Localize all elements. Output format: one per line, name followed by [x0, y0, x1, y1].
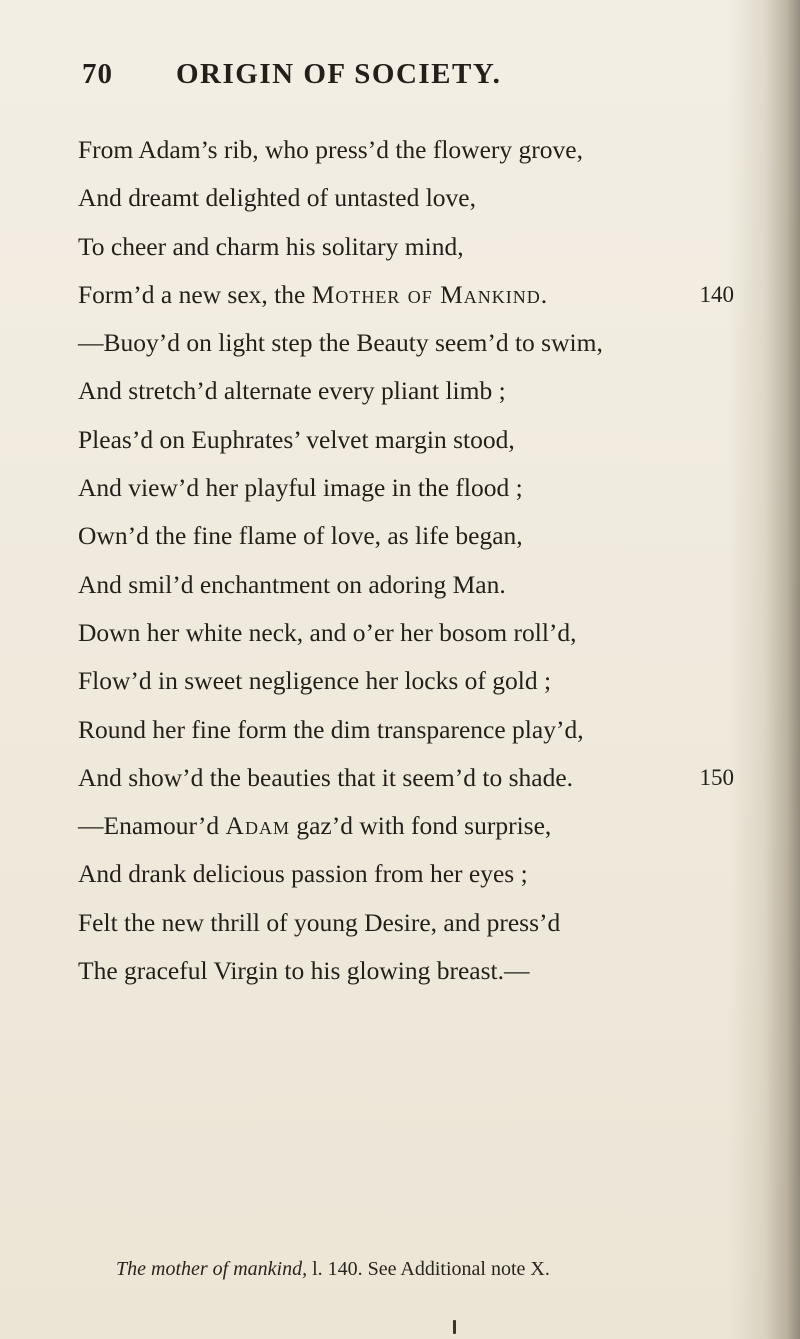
verse-text: And stretch’d alternate every pliant limb ;: [78, 376, 506, 406]
print-speck: [453, 1320, 456, 1334]
verse-line: [78, 561, 738, 609]
verse-text: To cheer and charm his solitary mind,: [78, 231, 464, 261]
running-head: [82, 58, 642, 98]
verse-line: [78, 802, 738, 850]
verse-text: Own’d the fine flame of love, as life began,: [78, 521, 523, 551]
verse-text: And smil’d enchantment on adoring Man.: [78, 569, 506, 599]
verse-line: [78, 319, 738, 367]
verse-text: And drank delicious passion from her eyes ;: [78, 859, 528, 889]
verse-line: [78, 464, 738, 512]
verse-line: [78, 223, 738, 271]
verse-line: [78, 271, 738, 319]
verse-text: The graceful Virgin to his glowing breast.—: [78, 956, 530, 986]
verse-text: And view’d her playful image in the flood ;: [78, 473, 523, 503]
verse-text: .: [540, 279, 548, 309]
verse-text: Form’d a new sex, the: [78, 279, 312, 309]
verse-text: Felt the new thrill of young Desire, and press’d: [78, 907, 561, 937]
verse-line: [78, 657, 738, 705]
verse-small-caps: Adam: [225, 811, 290, 841]
verse-line: [78, 126, 738, 174]
verse-text: —Buoy’d on light step the Beauty seem’d to swim,: [78, 328, 603, 358]
verse-small-caps: Mother of Mankind: [311, 279, 541, 309]
verse-text: —Enamour’d: [78, 811, 226, 841]
verse-line: [78, 947, 738, 995]
verse-line: [78, 174, 738, 222]
verse-text: Pleas’d on Euphrates’ velvet margin stood,: [78, 424, 515, 454]
verse-line: [78, 850, 738, 898]
footnote-italic: The mother of mankind,: [116, 1258, 308, 1280]
running-head-title: ORIGIN OF SOCIETY.: [176, 58, 502, 90]
line-number: 140: [699, 281, 734, 307]
verse-text: Down her white neck, and o’er her bosom roll’d,: [78, 617, 577, 647]
verse-text: And show’d the beauties that it seem’d to shade.: [78, 762, 574, 792]
verse-text: gaz’d with fond surprise,: [289, 811, 552, 841]
verse-text: Flow’d in sweet negligence her locks of gold ;: [78, 666, 552, 696]
verse-line: [78, 416, 738, 464]
line-number: 150: [699, 764, 734, 790]
verse-line: [78, 609, 738, 657]
verse-line: [78, 367, 738, 415]
verse-line: [78, 706, 738, 754]
verse-block: [78, 126, 738, 995]
verse-text: And dreamt delighted of untasted love,: [78, 183, 476, 213]
page-edge-shadow: [766, 0, 800, 1339]
footnote-text: l. 140. See Additional note X.: [307, 1258, 550, 1280]
verse-line: [78, 512, 738, 560]
footnote: [116, 1258, 550, 1281]
verse-line: [78, 899, 738, 947]
verse-text: From Adam’s rib, who press’d the flowery grove,: [78, 135, 583, 164]
verse-text: Round her fine form the dim transparence play’d,: [78, 714, 584, 744]
verse-line: [78, 754, 738, 802]
page-number: 70: [82, 58, 113, 90]
